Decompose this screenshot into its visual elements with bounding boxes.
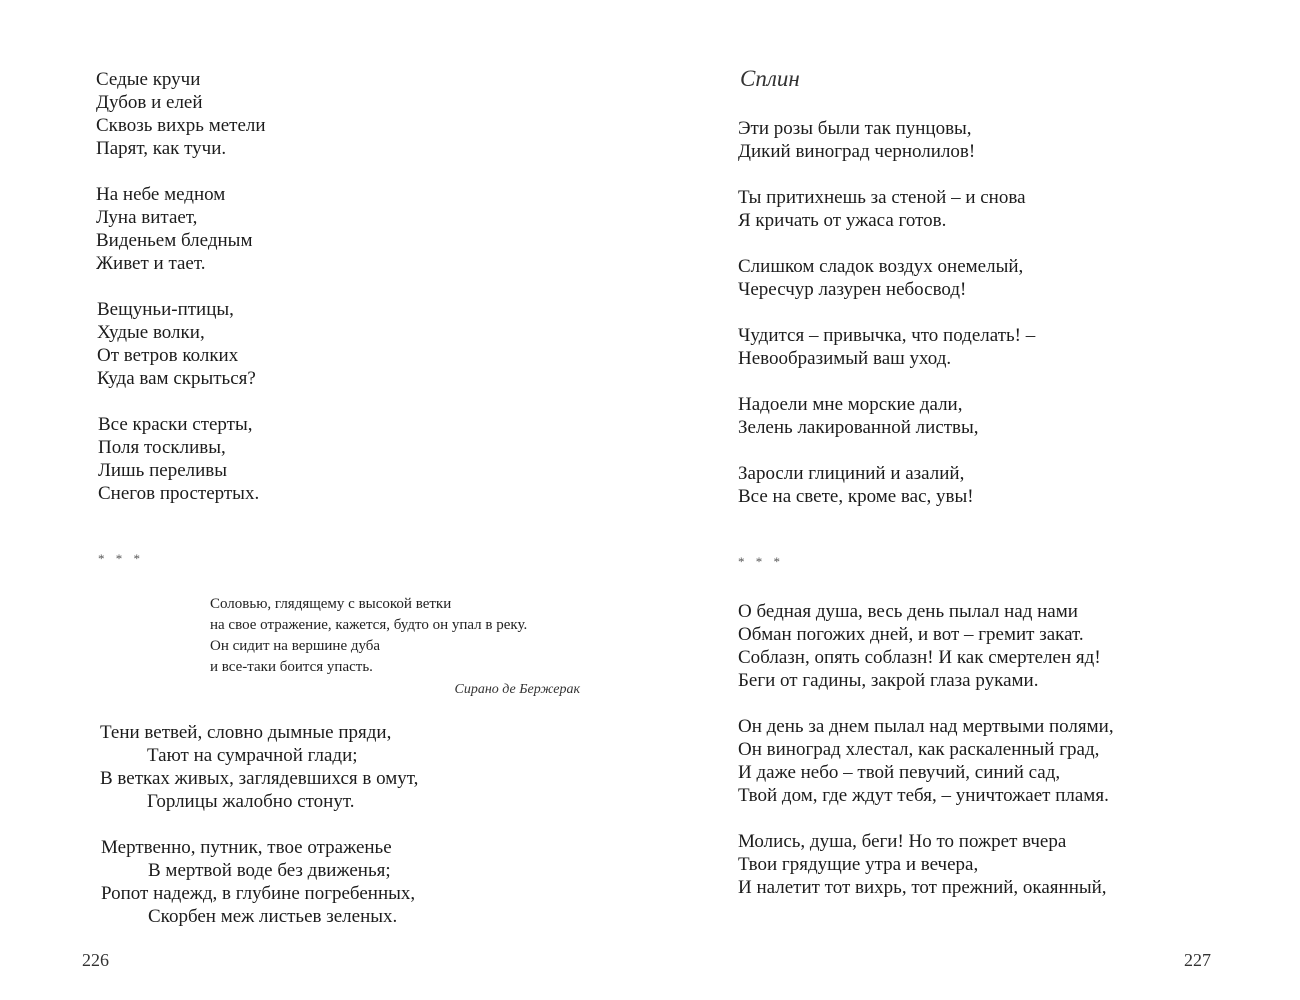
poem-line: Слишком сладок воздух онемелый, (738, 256, 1024, 277)
poem-line: Горлицы жалобно стонут. (147, 791, 355, 812)
section-separator: * * * (98, 551, 144, 566)
poem-line: Надоели мне морские дали, (738, 394, 963, 415)
poem-line: На небе медном (96, 184, 226, 205)
poem-line: Снегов простертых. (98, 483, 260, 504)
spleen-stanza-2 (738, 186, 1026, 232)
spleen-stanza-6 (738, 462, 974, 508)
poem2-stanza-2 (101, 836, 415, 928)
section-separator: * * * (738, 554, 784, 569)
poem-line: Обман погожих дней, и вот – гремит закат. (738, 624, 1084, 645)
poem-title: Сплин (740, 66, 800, 91)
poem-line: Невообразимый ваш уход. (738, 348, 952, 369)
poem-line: И даже небо – твой певучий, синий сад, (738, 762, 1061, 783)
poem-line: Ты притихнешь за стеной – и снова (738, 187, 1026, 208)
poem-line: Беги от гадины, закрой глаза руками. (738, 670, 1039, 691)
epigraph-author: Сирано де Бержерак (454, 682, 580, 697)
poem-line: Лишь переливы (98, 460, 228, 481)
poem-line: Все на свете, кроме вас, увы! (738, 486, 974, 507)
soul-stanza-2 (738, 715, 1114, 807)
poem-line: Парят, как тучи. (96, 138, 227, 159)
poem-line: Чудится – привычка, что поделать! – (738, 325, 1036, 346)
epigraph-line: на свое отражение, кажется, будто он упал в реку. (210, 617, 528, 633)
poem-line: Дубов и елей (96, 92, 203, 113)
soul-stanza-3 (738, 830, 1107, 899)
poem-line: Худые волки, (97, 322, 205, 343)
poem-line: Эти розы были так пунцовы, (738, 118, 972, 139)
poem-line: Тают на сумрачной глади; (147, 745, 358, 766)
poem-line: Зелень лакированной листвы, (738, 417, 979, 438)
poem-line: Виденьем бледным (96, 230, 253, 251)
page-number: 226 (82, 950, 109, 970)
right-page (650, 0, 1300, 1000)
epigraph-line: Он сидит на вершине дуба (210, 638, 381, 654)
epigraph-line: и все-таки боится упасть. (210, 659, 373, 675)
poem-line: Ропот надежд, в глубине погребенных, (101, 883, 416, 904)
poem-line: Вещуньи-птицы, (97, 299, 234, 320)
poem-line: Луна витает, (96, 207, 198, 228)
poem-line: Я кричать от ужаса готов. (738, 210, 947, 231)
poem-line: Он день за днем пылал над мертвыми полями, (738, 716, 1114, 737)
poem-line: В мертвой воде без движенья; (148, 860, 391, 881)
poem-line: Мертвенно, путник, твое отраженье (101, 837, 392, 858)
poem1-stanza-3 (97, 298, 256, 390)
poem-line: Он виноград хлестал, как раскаленный град, (738, 739, 1100, 760)
poem-line: Тени ветвей, словно дымные пряди, (100, 722, 392, 743)
poem1-stanza-2 (96, 183, 252, 275)
poem-line: Соблазн, опять соблазн! И как смертелен яд! (738, 647, 1101, 668)
poem-line: И налетит тот вихрь, тот прежний, окаянный, (738, 877, 1107, 898)
poem-line: Куда вам скрыться? (97, 368, 256, 389)
spleen-stanza-4 (738, 324, 1035, 370)
poem-line: Седые кручи (96, 69, 201, 90)
poem-line: Дикий виноград чернолилов! (738, 141, 976, 162)
spleen-stanza-5 (738, 393, 979, 439)
page-number: 227 (1184, 950, 1211, 970)
poem1-stanza-4 (98, 413, 259, 505)
poem-line: Твой дом, где ждут тебя, – уничтожает пламя. (738, 785, 1109, 806)
poem1-stanza-1 (96, 68, 266, 160)
spleen-stanza-3 (738, 255, 1023, 301)
poem-line: Заросли глициний и азалий, (738, 463, 965, 484)
poem-line: Твои грядущие утра и вечера, (738, 854, 979, 875)
poem-line: Молись, душа, беги! Но то пожрет вчера (738, 831, 1067, 852)
poem-line: Поля тоскливы, (98, 437, 226, 458)
epigraph-line: Соловью, глядящему с высокой ветки (210, 596, 452, 612)
poem-line: Живет и тает. (96, 253, 206, 274)
poem-line: Сквозь вихрь метели (96, 115, 266, 136)
poem-line: О бедная душа, весь день пылал над нами (738, 601, 1078, 622)
epigraph (210, 594, 580, 700)
poem-line: Скорбен меж листьев зеленых. (148, 906, 398, 927)
poem-line: От ветров колких (97, 345, 239, 366)
poem-line: Чересчур лазурен небосвод! (738, 279, 967, 300)
poem2-stanza-1 (100, 721, 418, 813)
poem-line: Все краски стерты, (98, 414, 253, 435)
spleen-stanza-1 (738, 117, 975, 163)
soul-stanza-1 (738, 600, 1101, 692)
poem-line: В ветках живых, заглядевшихся в омут, (100, 768, 419, 789)
